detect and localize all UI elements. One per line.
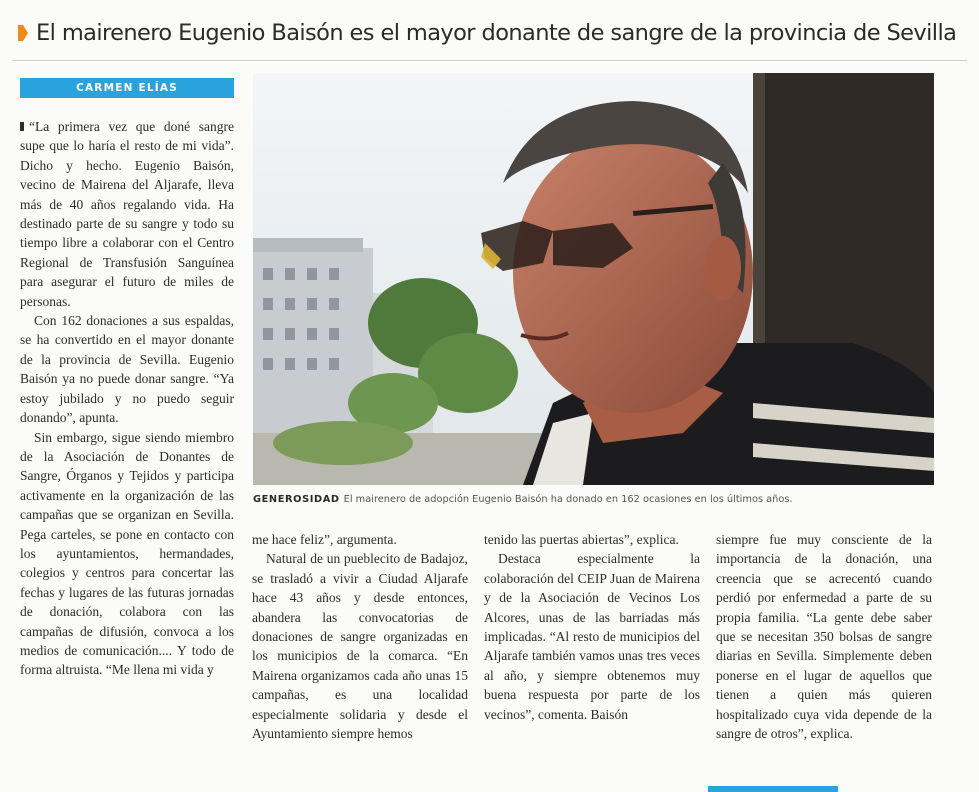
caption-text: El mairenero de adopción Eugenio Baisón ha donado en 162 ocasiones en los últimos años. [343,494,793,505]
lead-square-icon [20,122,24,131]
headline: El mairenero Eugenio Baisón es el mayor donante de sangre de la provincia de Sevilla [36,20,957,46]
paragraph: tenido las puertas abiertas”, explica. [484,532,679,547]
article-photo [253,73,934,485]
bottom-accent-bar [708,786,838,792]
headline-row [18,14,968,52]
paragraph: Con 162 donaciones a sus espaldas, se ha convertido en el mayor donante de la provincia de Sevilla. Eugenio Baisón ya no puede donar sangre. “Ya estoy jubilado y no puedo seguir donando”, apunta. [20,313,234,426]
caption-label: GENEROSIDAD [253,494,340,505]
byline: CARMEN ELÍAS [20,78,234,98]
article-column-2 [252,530,468,743]
headline-bullet-icon [18,25,28,41]
paragraph-text: “La primera vez que doné sangre supe que lo haría el resto de mi vida”. Dicho y hecho. Eugenio Baisón, vecino de Mairena del Aljarafe, lleva más de 40 años regalando vida. Ha destinado parte de su sangre y todo su tiempo libre a colaborar con el Centro Regional de Transfusión Sanguínea para asegurar el futuro de miles de personas. [20,119,234,309]
paragraph: siempre fue muy consciente de la importancia de la donación, una creencia que se acrecentó cuando perdió por enfermedad a parte de su propia familia. “La gente debe saber que se necesitan 350 bolsas de sangre diarias en Sevilla. Simplemente deben ponerse en el lugar de aquellos que tienen a quien más quieren hospitalizado cuya vida depende de la sangre de otros”, explica. [716,532,932,742]
paragraph: Sin embargo, sigue siendo miembro de la Asociación de Donantes de Sangre, Órganos y Tejidos y participa activamente en la organización de las campañas que se organizan en Sevilla. Pega carteles, se pone en contacto con los ayuntamientos, hermandades, colegios y centros para concertar las fechas y lugares de las futuras jornadas de donación, colabora con las campañas de difusión, convoca a los medios de comunicación.... Y todo de forma altruista. “Me llena mi vida y [20,429,234,678]
paragraph: Destaca especialmente la colaboración del CEIP Juan de Mairena y de la Asociación de Vecinos Los Alcores, unas de las barriadas más implicadas. “Al resto de municipios del Aljarafe también vamos unas tres veces al año, y siempre obtenemos muy buena respuesta por parte de los vecinos”, comenta. Baisón [484,551,700,722]
article-column-4 [716,530,932,743]
photo-illustration [253,73,934,485]
paragraph: me hace feliz”, argumenta. [252,532,397,547]
article-column-3 [484,530,700,724]
article-column-1 [20,117,234,680]
paragraph: Natural de un pueblecito de Badajoz, se trasladó a vivir a Ciudad Aljarafe hace 43 años y desde entonces, abandera las convocatorias de donaciones de sangre organizadas en los municipios de la comarca. “En Mairena organizamos cada año unas 15 campañas, es una localidad especialmente solidaria y desde el Ayuntamiento siempre hemos [252,551,468,742]
photo-caption [253,494,934,505]
paragraph [20,117,234,311]
headline-divider [12,60,967,61]
